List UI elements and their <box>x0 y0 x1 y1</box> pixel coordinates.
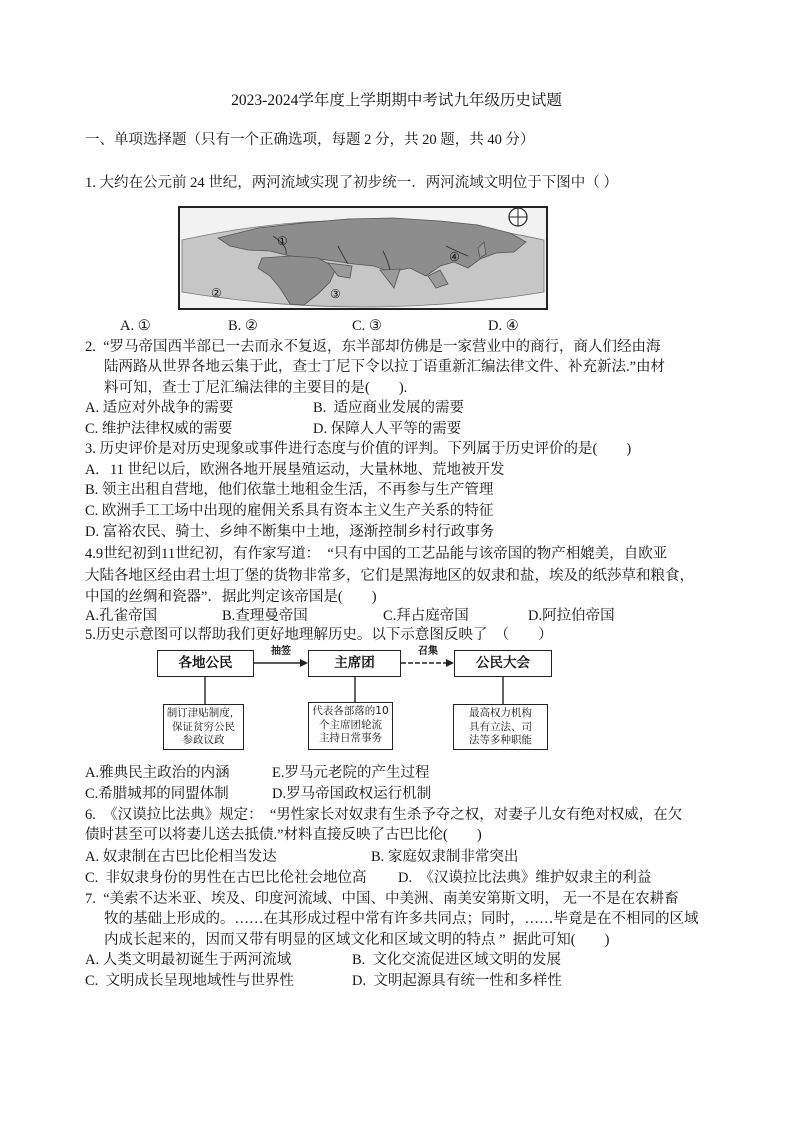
detail-line: 参政议政 <box>182 734 225 746</box>
detail-line: 制订津贴制度， <box>166 707 241 719</box>
detail-line: 保证贫穷公民 <box>172 720 235 733</box>
question-1-option-d: D. ④ <box>488 318 519 334</box>
question-6-option-b: B. 家庭奴隶制非常突出 <box>371 849 519 865</box>
question-1-option-a: A. ① <box>120 318 151 334</box>
question-6-option-a: A. 奴隶制在古巴比伦相当发达 <box>85 849 277 865</box>
question-4-stem-line: 4.9世纪初到11世纪初，有作家写道： “只有中国的工艺品能与该帝国的物产相媲美，自欧亚 <box>85 546 668 562</box>
detail-line: 主持日常事务 <box>319 732 382 744</box>
node-assembly: 公民大会 <box>454 650 552 677</box>
question-1-stem: 1. 大约在公元前 24 世纪，两河流域实现了初步统一．两河流域文明位于下图中（ ） <box>85 175 618 191</box>
map-label-4: ④ <box>449 250 460 264</box>
question-3-option-b: B. 领主出租自营地，他们依靠土地租金生活，不再参与生产管理 <box>85 482 494 498</box>
question-7-option-b: B. 文化交流促进区域文明的发展 <box>352 952 562 968</box>
question-1-option-b: B. ② <box>228 318 258 334</box>
question-7-option-d: D. 文明起源具有统一性和多样性 <box>352 973 562 989</box>
question-2-stem-line: 料可知，查士丁尼汇编法律的主要目的是( ). <box>104 380 408 396</box>
question-2-option-a: A. 适应对外战争的需要 <box>85 400 234 416</box>
question-5-option-d: D.罗马帝国政权运行机制 <box>272 786 432 802</box>
compass-icon <box>509 208 527 226</box>
question-5-option-b: E.罗马元老院的产生过程 <box>272 765 430 781</box>
question-4-stem-line: 中国的丝绸和瓷器”．据此判定该帝国是( ) <box>85 589 377 605</box>
detail-line: 具有立法、司 <box>469 720 532 733</box>
detail-line: 最高权力机构 <box>469 707 532 719</box>
question-3-option-d: D. 富裕农民、骑士、乡绅不断集中土地，逐渐控制乡村行政事务 <box>85 524 495 540</box>
question-5-option-a: A.雅典民主政治的内涵 <box>85 765 230 781</box>
question-4-stem-line: 大陆各地区经由君士坦丁堡的货物非常多，它们是黑海地区的奴隶和盐，埃及的纸莎草和粮食， <box>85 568 694 584</box>
node-presidium: 主席团 <box>308 650 401 677</box>
question-2-stem-line: 2. “罗马帝国西半部已一去而永不复返，东半部却仿佛是一家营业中的商行，商人们经由海 <box>85 339 661 355</box>
exam-title: 2023-2024学年度上学期期中考试九年级历史试题 <box>231 92 562 109</box>
question-3-option-a: A. 11 世纪以后，欧洲各地开展垦殖运动，大量林地、荒地被开发 <box>85 462 505 478</box>
section-heading: 一、单项选择题（只有一个正确选项，每题 2 分，共 20 题，共 40 分） <box>85 132 535 148</box>
question-2-option-d: D. 保障人人平等的需要 <box>313 421 462 437</box>
detail-presidium <box>308 702 393 750</box>
question-7-stem-line: 7. “美索不达米亚、埃及、印度河流域、中国、中美洲、南美安第斯文明， 无一不是在农耕畜 <box>85 891 679 907</box>
question-4-option-d: D.阿拉伯帝国 <box>528 608 615 624</box>
question-7-stem-line: 内成长起来的，因而又带有明显的区域文化和区域文明的特点 ” 据此可知( ) <box>104 932 610 948</box>
arrowhead-convene <box>446 659 454 667</box>
world-map <box>178 206 548 310</box>
question-6-stem-line: 6. 《汉谟拉比法典》规定： “男性家长对奴隶有生杀予夺之权，对妻子儿女有绝对权威，在欠 <box>85 807 683 823</box>
detail-citizens <box>163 704 244 750</box>
question-6-option-c: C. 非奴隶身份的男性在古巴比伦社会地位高 <box>85 870 367 886</box>
question-3-option-c: C. 欧洲手工工场中出现的雇佣关系具有资本主义生产关系的特征 <box>85 503 494 519</box>
question-6-stem-line: 债时甚至可以将妻儿送去抵债.”材料直接反映了古巴比伦( ) <box>85 827 482 843</box>
question-7-stem-line: 牧的基础上形成的。……在其形成过程中常有许多共同点；同时，……毕竟是在不相同的区域 <box>104 911 699 927</box>
map-label-2: ② <box>211 286 222 300</box>
question-6-option-d: D. 《汉谟拉比法典》维护奴隶主的利益 <box>398 870 652 886</box>
question-7-option-a: A. 人类文明最初诞生于两河流域 <box>85 952 292 968</box>
question-4-option-c: C.拜占庭帝国 <box>383 608 469 624</box>
detail-line: 个主席团轮流 <box>319 718 382 731</box>
question-7-option-c: C. 文明成长呈现地域性与世界性 <box>85 973 295 989</box>
arrowhead-draw-lots <box>300 659 308 667</box>
question-3-stem: 3. 历史评价是对历史现象或事件进行态度与价值的评判。下列属于历史评价的是( ) <box>85 441 632 457</box>
question-1-option-c: C. ③ <box>352 318 382 334</box>
athens-democracy-diagram <box>150 645 560 755</box>
node-citizens: 各地公民 <box>157 650 254 677</box>
map-label-3: ③ <box>330 287 341 301</box>
detail-assembly <box>453 704 548 750</box>
edge-label-draw-lots: 抽签 <box>271 646 291 657</box>
question-5-stem: 5.历史示意图可以帮助我们更好地理解历史。以下示意图反映了 （ ） <box>85 627 553 643</box>
detail-line: 代表各部落的10 <box>312 705 389 717</box>
question-2-option-c: C. 维护法律权威的需要 <box>85 421 233 437</box>
question-4-option-a: A.孔雀帝国 <box>85 608 158 624</box>
question-5-option-c: C.希腊城邦的同盟体制 <box>85 786 229 802</box>
edge-label-convene: 召集 <box>418 646 438 657</box>
question-2-stem-line: 陆两路从世界各地云集于此，查士丁尼下令以拉丁语重新汇编法律文件、补充新法.”由材 <box>104 359 666 375</box>
map-label-1: ① <box>277 234 288 248</box>
question-4-option-b: B.查理曼帝国 <box>222 608 308 624</box>
question-2-option-b: B. 适应商业发展的需要 <box>313 400 465 416</box>
detail-line: 法等多种职能 <box>469 734 532 746</box>
